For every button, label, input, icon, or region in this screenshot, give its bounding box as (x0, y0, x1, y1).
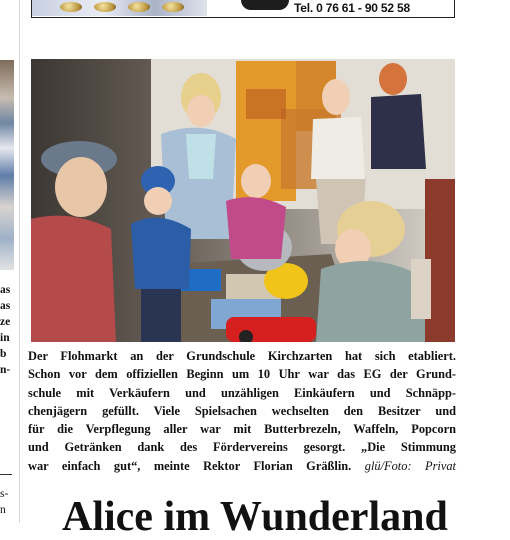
adjacent-fragment: as (0, 300, 11, 312)
adjacent-fragment: in (0, 332, 10, 344)
ad-product-image (32, 0, 207, 16)
adjacent-fragment: b (0, 348, 7, 360)
adjacent-fragment: s- (0, 488, 9, 500)
adjacent-fragment: n- (0, 364, 11, 376)
caption-line: schule mit Verkäufern und unzähligen Einkäufern und Schnäpp- (28, 385, 456, 400)
adjacent-fragment: n (0, 504, 6, 516)
adjacent-column-text-bottom (0, 486, 14, 518)
ad-logo (241, 0, 289, 10)
caption-line: war einfach gut“, meinte Rektor Florian Gräßlin. (28, 458, 352, 473)
ad-phone-number: Tel. 0 76 61 - 90 52 58 (294, 1, 410, 15)
flea-market-photo (31, 59, 455, 342)
adjacent-fragment: as (0, 284, 11, 296)
adjacent-column-text-top (0, 282, 14, 378)
caption-line: chenjägern gefüllt. Viele Spielsachen wechselten den Besitzer und (28, 403, 456, 418)
caption-line: und Getränken dank des Fördervereins gesorgt. „Die Stimmung (28, 440, 456, 455)
article-headline: Alice im Wunderland (62, 494, 448, 540)
photo-credit: glü/Foto: Privat (364, 458, 457, 473)
photo-caption (28, 347, 456, 475)
adjacent-column-rule (0, 474, 12, 475)
column-divider (19, 0, 20, 523)
caption-last-line (28, 457, 456, 475)
caption-line: für die Verpflegung aller war mit Butterbrezeln, Waffeln, Popcorn (28, 422, 456, 437)
adjacent-column-photo (0, 60, 14, 270)
adjacent-fragment: ze (0, 316, 11, 328)
caption-line: Schon vor dem offiziellen Beginn um 10 Uhr war das EG der Grund- (28, 367, 456, 382)
advertisement-banner (31, 0, 455, 18)
caption-line: Der Flohmarkt an der Grundschule Kirchzarten hat sich etabliert. (28, 349, 456, 363)
